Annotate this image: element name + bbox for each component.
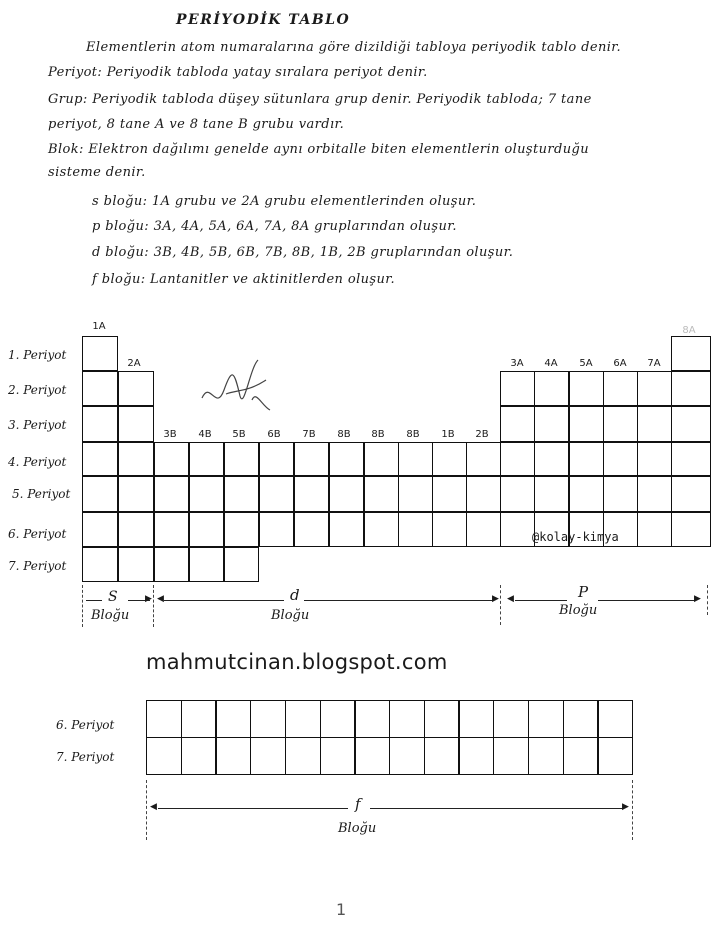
page-title: PERİYODİK TABLO xyxy=(176,12,351,28)
cell-p2-p2 xyxy=(534,371,569,406)
cell-1a-p5 xyxy=(82,476,118,512)
block-s-arrow-right: ▶ xyxy=(145,594,152,604)
cell-2a-p5 xyxy=(118,476,154,512)
cell-p3-p2 xyxy=(569,371,604,406)
cell-d5-p6 xyxy=(294,512,329,547)
cell-p3-p5 xyxy=(569,476,604,512)
cell-d5-p4 xyxy=(294,442,329,476)
cell-d7-p6 xyxy=(364,512,399,547)
f-cell-6-1 xyxy=(146,700,182,738)
group-label-4b: 4B xyxy=(198,429,212,440)
cell-1a-p4 xyxy=(82,442,118,476)
cell-p5-p2 xyxy=(637,371,672,406)
cell-p5-p4 xyxy=(637,442,672,476)
group-label-1a: 1A xyxy=(92,321,106,332)
block-line-f: f bloğu: Lantanitler ve aktinitlerden oluşur. xyxy=(92,272,395,287)
f-cell-7-3 xyxy=(215,737,251,775)
cell-p2-p4 xyxy=(534,442,569,476)
f-cell-7-10 xyxy=(458,737,494,775)
f-cell-6-5 xyxy=(285,700,321,738)
f-cell-7-8 xyxy=(389,737,425,775)
group-label-8a: 8A xyxy=(682,325,696,336)
block-f-arrow-left: ◀ xyxy=(150,802,157,812)
f-cell-6-2 xyxy=(181,700,217,738)
group-label-6a: 6A xyxy=(613,358,627,369)
cell-d8-p5 xyxy=(398,476,433,512)
f-cell-7-1 xyxy=(146,737,182,775)
cell-d6-p5 xyxy=(329,476,364,512)
f-cell-6-14 xyxy=(597,700,633,738)
block-d-arrow-left: ◀ xyxy=(157,594,164,604)
group-label-3a: 3A xyxy=(510,358,524,369)
cell-d3-p6 xyxy=(224,512,259,547)
period-label-6: 6. Periyot xyxy=(8,527,67,541)
cell-p2-p3 xyxy=(534,406,569,442)
block-p-arrow-left: ◀ xyxy=(507,594,514,604)
block-p-arrow-right: ▶ xyxy=(694,594,701,604)
block-f-arrow-right: ▶ xyxy=(622,802,629,812)
cell-p1-p6 xyxy=(500,512,535,547)
f-cell-7-12 xyxy=(528,737,564,775)
group-label-2b: 2B xyxy=(475,429,489,440)
f-cell-7-9 xyxy=(424,737,460,775)
period-label-7: 7. Periyot xyxy=(8,559,67,573)
group-label-1b: 1B xyxy=(441,429,455,440)
f-cell-6-12 xyxy=(528,700,564,738)
cell-p1-p2 xyxy=(500,371,535,406)
f-cell-6-6 xyxy=(320,700,356,738)
cell-2a-p4 xyxy=(118,442,154,476)
cell-d1-p5 xyxy=(154,476,189,512)
f-cell-7-14 xyxy=(597,737,633,775)
cell-p1-p5 xyxy=(500,476,535,512)
cell-d8-p4 xyxy=(398,442,433,476)
cell-d2-p5 xyxy=(189,476,224,512)
f-cell-6-10 xyxy=(458,700,494,738)
f-cell-7-7 xyxy=(354,737,390,775)
cell-d9-p4 xyxy=(432,442,467,476)
cell-d2-p4 xyxy=(189,442,224,476)
intro-line-5: Blok: Elektron dağılımı genelde aynı orbitalle biten elementlerin oluşturduğu xyxy=(48,142,589,157)
group-label-6b: 6B xyxy=(267,429,281,440)
cell-d6-p6 xyxy=(329,512,364,547)
cell-d1-p6 xyxy=(154,512,189,547)
f-cell-6-13 xyxy=(563,700,599,738)
block-line-s: s bloğu: 1A grubu ve 2A grubu elementlerinden oluşur. xyxy=(92,194,477,209)
signature-scribble xyxy=(196,350,276,420)
f-cell-7-11 xyxy=(493,737,529,775)
block-line-d: d bloğu: 3B, 4B, 5B, 6B, 7B, 8B, 1B, 2B gruplarından oluşur. xyxy=(92,245,514,260)
cell-d6-p4 xyxy=(329,442,364,476)
cell-d10-p5 xyxy=(466,476,501,512)
f-cell-7-2 xyxy=(181,737,217,775)
block-f-letter: f xyxy=(355,795,361,813)
group-label-8b-3: 8B xyxy=(406,429,420,440)
cell-p5-p5 xyxy=(637,476,672,512)
block-line-p: p bloğu: 3A, 4A, 5A, 6A, 7A, 8A gruplarından oluşur. xyxy=(92,219,457,234)
cell-8a-p3 xyxy=(671,406,711,442)
intro-line-6: sisteme denir. xyxy=(48,165,146,180)
cell-p3-p3 xyxy=(569,406,604,442)
group-label-5b: 5B xyxy=(232,429,246,440)
group-label-7a: 7A xyxy=(647,358,661,369)
block-p-letter: P xyxy=(578,583,589,601)
f-cell-6-11 xyxy=(493,700,529,738)
cell-d9-p6 xyxy=(432,512,467,547)
cell-d10-p6 xyxy=(466,512,501,547)
block-d-word: Bloğu xyxy=(271,608,310,623)
block-d-letter: d xyxy=(290,586,300,604)
period-label-2: 2. Periyot xyxy=(8,383,67,397)
cell-p4-p5 xyxy=(603,476,638,512)
f-cell-7-5 xyxy=(285,737,321,775)
group-label-2a: 2A xyxy=(127,358,141,369)
f-cell-7-6 xyxy=(320,737,356,775)
cell-8a-p5 xyxy=(671,476,711,512)
f-period-label-6: 6. Periyot xyxy=(56,718,115,732)
cell-d8-p6 xyxy=(398,512,433,547)
cell-p4-p2 xyxy=(603,371,638,406)
cell-p5-p3 xyxy=(637,406,672,442)
cell-d9-p5 xyxy=(432,476,467,512)
cell-p2-p5 xyxy=(534,476,569,512)
f-period-label-7: 7. Periyot xyxy=(56,750,115,764)
f-cell-6-9 xyxy=(424,700,460,738)
cell-p4-p4 xyxy=(603,442,638,476)
intro-line-2: Periyot: Periyodik tabloda yatay sıralara periyot denir. xyxy=(48,65,428,80)
cell-8a-p4 xyxy=(671,442,711,476)
watermark-text: @kolay-kimya xyxy=(532,530,619,544)
block-f-word: Bloğu xyxy=(338,821,377,836)
intro-line-3: Grup: Periyodik tabloda düşey sütunlara grup denir. Periyodik tabloda; 7 tane xyxy=(48,92,592,107)
page-number: 1 xyxy=(336,900,347,919)
cell-d4-p5 xyxy=(259,476,294,512)
cell-1a-p2 xyxy=(82,371,118,406)
website-url: mahmutcinan.blogspot.com xyxy=(146,650,448,674)
period-label-5: 5. Periyot xyxy=(12,487,71,501)
cell-d4-p4 xyxy=(259,442,294,476)
f-cell-7-4 xyxy=(250,737,286,775)
cell-8a-p1 xyxy=(671,336,711,371)
period-label-3: 3. Periyot xyxy=(8,418,67,432)
group-label-5a: 5A xyxy=(579,358,593,369)
cell-p4-p3 xyxy=(603,406,638,442)
cell-p1-p4 xyxy=(500,442,535,476)
f-cell-6-4 xyxy=(250,700,286,738)
cell-1a-p7 xyxy=(82,547,118,582)
cell-d1-p7 xyxy=(154,547,189,582)
cell-d3-p5 xyxy=(224,476,259,512)
cell-d5-p5 xyxy=(294,476,329,512)
group-label-8b-2: 8B xyxy=(371,429,385,440)
cell-d7-p5 xyxy=(364,476,399,512)
f-cell-6-7 xyxy=(354,700,390,738)
f-cell-6-3 xyxy=(215,700,251,738)
f-cell-6-8 xyxy=(389,700,425,738)
cell-d7-p4 xyxy=(364,442,399,476)
cell-8a-p2 xyxy=(671,371,711,406)
cell-d2-p7 xyxy=(189,547,224,582)
block-s-word: Bloğu xyxy=(91,608,130,623)
cell-p1-p3 xyxy=(500,406,535,442)
cell-d3-p4 xyxy=(224,442,259,476)
group-label-4a: 4A xyxy=(544,358,558,369)
period-label-1: 1. Periyot xyxy=(8,348,67,362)
cell-2a-p2 xyxy=(118,371,154,406)
group-label-8b-1: 8B xyxy=(337,429,351,440)
cell-p3-p4 xyxy=(569,442,604,476)
cell-p5-p6 xyxy=(637,512,672,547)
cell-d4-p6 xyxy=(259,512,294,547)
intro-line-1: Elementlerin atom numaralarına göre dizildiği tabloya periyodik tablo denir. xyxy=(86,40,622,55)
cell-1a-p3 xyxy=(82,406,118,442)
cell-d1-p4 xyxy=(154,442,189,476)
cell-2a-p6 xyxy=(118,512,154,547)
cell-1a-p6 xyxy=(82,512,118,547)
group-label-3b: 3B xyxy=(163,429,177,440)
cell-d10-p4 xyxy=(466,442,501,476)
cell-8a-p6 xyxy=(671,512,711,547)
block-s-letter: S xyxy=(108,589,118,605)
group-label-7b: 7B xyxy=(302,429,316,440)
cell-2a-p3 xyxy=(118,406,154,442)
intro-line-4: periyot, 8 tane A ve 8 tane B grubu vardır. xyxy=(48,117,345,132)
cell-d2-p6 xyxy=(189,512,224,547)
block-p-word: Bloğu xyxy=(559,603,598,618)
period-label-4: 4. Periyot xyxy=(8,455,67,469)
f-cell-7-13 xyxy=(563,737,599,775)
block-d-arrow-right: ▶ xyxy=(492,594,499,604)
cell-2a-p7 xyxy=(118,547,154,582)
cell-d3-p7 xyxy=(224,547,259,582)
cell-1a-p1 xyxy=(82,336,118,371)
